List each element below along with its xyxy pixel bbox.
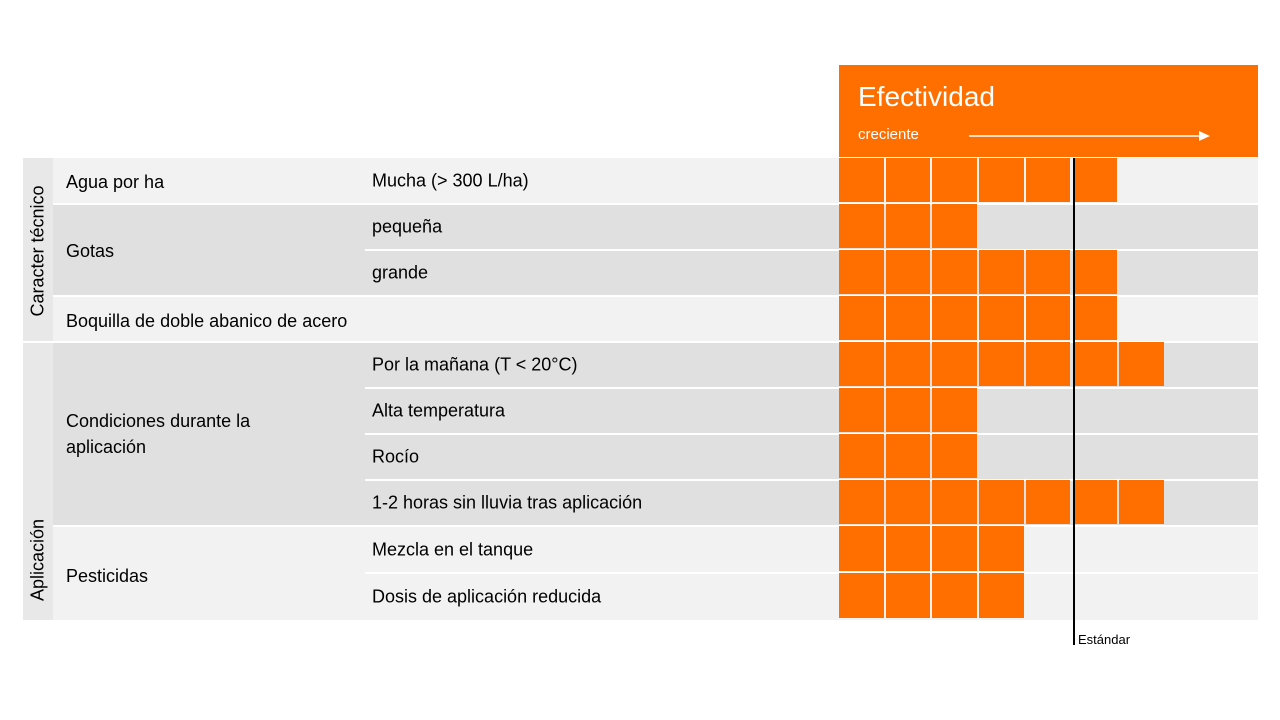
effectiveness-block [839,204,884,248]
effectiveness-block [1073,342,1118,386]
category-label-agua: Agua por ha [66,172,165,192]
effectiveness-block [886,480,931,524]
effectiveness-block [1119,480,1164,524]
effectiveness-block [1073,480,1118,524]
header-title: Efectividad [858,81,995,112]
sub-label-pequena: pequeña [372,216,443,237]
effectiveness-block [886,204,931,248]
header-subtitle: creciente [858,126,919,143]
effectiveness-block [839,388,884,432]
effectiveness-block [932,434,977,478]
effectiveness-block [1119,342,1164,386]
sub-label-rocio: Rocío [372,446,420,467]
sub-label-lluvia: 1-2 horas sin lluvia tras aplicación [372,492,643,513]
sub-label-alta-temp: Alta temperatura [372,400,506,421]
effectiveness-block [932,388,977,432]
effectiveness-block [886,296,931,340]
effectiveness-block [1073,158,1118,202]
effectiveness-block [979,480,1024,524]
effectiveness-block [886,573,931,618]
effectiveness-block [1026,480,1071,524]
effectiveness-block [932,573,977,618]
effectiveness-block [932,342,977,386]
sub-label-manana: Por la mañana (T < 20°C) [372,354,578,375]
sub-label-grande: grande [372,262,429,283]
sub-label-mezcla: Mezcla en el tanque [372,539,534,560]
effectiveness-block [979,250,1024,294]
effectiveness-block [839,526,884,571]
effectiveness-block [839,250,884,294]
effectiveness-block [1073,296,1118,340]
category-label-boquilla: Boquilla de doble abanico de acero [66,311,348,331]
effectiveness-block [886,250,931,294]
effectiveness-block [932,526,977,571]
effectiveness-block [886,388,931,432]
effectiveness-block [839,158,884,202]
category-label-condiciones: Condiciones durante la aplicación [66,411,251,457]
effectiveness-block [839,573,884,618]
group-label-aplicacion: Aplicación [27,518,48,602]
standard-label: Estándar [1078,632,1131,647]
category-label-pesticidas: Pesticidas [66,566,149,586]
effectiveness-block [979,158,1024,202]
effectiveness-block [839,342,884,386]
effectiveness-block [979,573,1024,618]
group-label-tecnico: Caracter técnico [27,185,48,317]
sub-label-dosis: Dosis de aplicación reducida [372,586,602,607]
effectiveness-block [932,204,977,248]
effectiveness-block [839,480,884,524]
effectiveness-block [1026,158,1071,202]
effectiveness-block [932,480,977,524]
effectiveness-block [839,434,884,478]
effectiveness-block [979,526,1024,571]
effectiveness-block [886,526,931,571]
effectiveness-block [1026,342,1071,386]
effectiveness-block [979,296,1024,340]
effectiveness-block [1026,296,1071,340]
effectiveness-block [886,158,931,202]
effectiveness-block [886,342,931,386]
sub-label-agua: Mucha (> 300 L/ha) [372,170,529,191]
effectiveness-block [932,250,977,294]
effectiveness-block [1026,250,1071,294]
effectiveness-block [979,342,1024,386]
standard-line [1073,158,1075,645]
effectiveness-block [1073,250,1118,294]
effectiveness-block [932,296,977,340]
effectiveness-block [886,434,931,478]
effectiveness-block [932,158,977,202]
category-label-gotas: Gotas [66,241,115,261]
effectiveness-block [839,296,884,340]
